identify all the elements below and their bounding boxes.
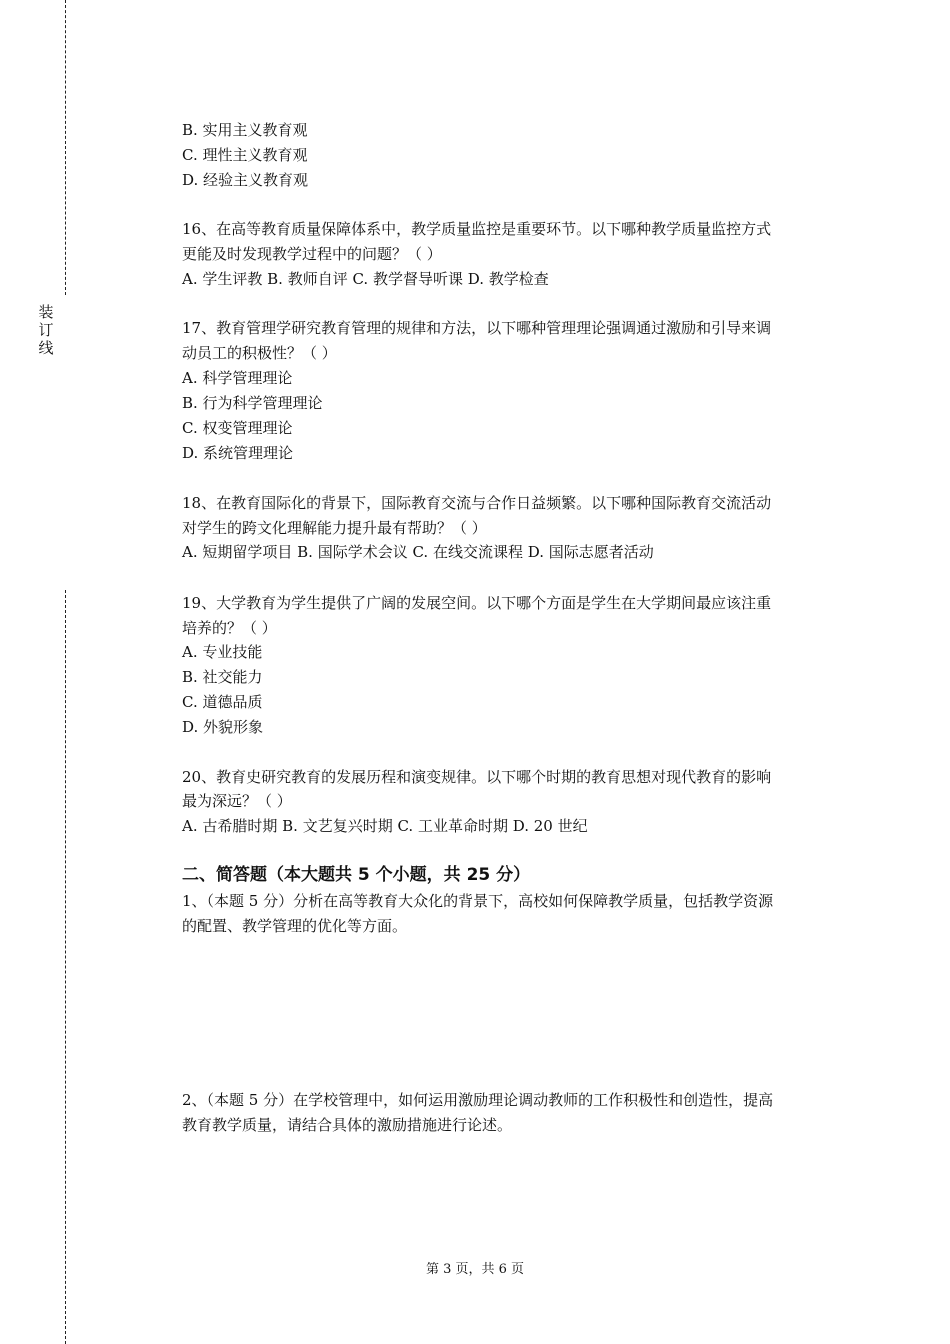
text-line: 16、在高等教育质量保障体系中，教学质量监控是重要环节。以下哪种教学质量监控方式	[182, 220, 772, 238]
text-line: 更能及时发现教学过程中的问题？（ ）	[182, 245, 442, 263]
text-line: A. 短期留学项目 B. 国际学术会议 C. 在线交流课程 D. 国际志愿者活动	[182, 543, 654, 561]
text-line: B. 实用主义教育观	[182, 121, 308, 139]
text-line: 最为深远？（ ）	[182, 792, 292, 810]
text-line: C. 权变管理理论	[182, 419, 293, 437]
section-heading: 二、简答题（本大题共 5 个小题，共 25 分）	[182, 865, 531, 885]
text-line: 17、教育管理学研究教育管理的规律和方法，以下哪种管理理论强调通过激励和引导来调	[182, 319, 772, 337]
text-line: 1、（本题 5 分）分析在高等教育大众化的背景下，高校如何保障教学质量，包括教学资源	[182, 892, 774, 910]
text-line: 培养的？（ ）	[182, 619, 277, 637]
text-line: 动员工的积极性？（ ）	[182, 344, 337, 362]
text-line: C. 道德品质	[182, 693, 263, 711]
text-line: 对学生的跨文化理解能力提升最有帮助？（ ）	[182, 519, 487, 537]
text-line: A. 科学管理理论	[182, 369, 293, 387]
text-line: 18、在教育国际化的背景下，国际教育交流与合作日益频繁。以下哪种国际教育交流活动	[182, 494, 772, 512]
text-line: B. 社交能力	[182, 668, 263, 686]
binding-label: 装订线	[38, 303, 54, 357]
text-line: A. 学生评教 B. 教师自评 C. 教学督导听课 D. 教学检查	[182, 270, 549, 288]
text-line: 教育教学质量，请结合具体的激励措施进行论述。	[182, 1116, 513, 1134]
text-line: A. 古希腊时期 B. 文艺复兴时期 C. 工业革命时期 D. 20 世纪	[182, 817, 588, 835]
text-line: A. 专业技能	[182, 643, 263, 661]
text-line: D. 外貌形象	[182, 718, 264, 736]
binding-line-bottom	[65, 590, 66, 1344]
text-line: 19、大学教育为学生提供了广阔的发展空间。以下哪个方面是学生在大学期间最应该注重	[182, 594, 772, 612]
text-line: D. 经验主义教育观	[182, 171, 309, 189]
text-line: 20、教育史研究教育的发展历程和演变规律。以下哪个时期的教育思想对现代教育的影响	[182, 768, 772, 786]
text-line: D. 系统管理理论	[182, 444, 294, 462]
text-line: 的配置、教学管理的优化等方面。	[182, 917, 408, 935]
text-line: B. 行为科学管理理论	[182, 394, 323, 412]
page-footer: 第 3 页，共 6 页	[425, 1262, 525, 1277]
text-line: 2、（本题 5 分）在学校管理中，如何运用激励理论调动教师的工作积极性和创造性，提高	[182, 1091, 774, 1109]
binding-line-top	[65, 0, 66, 295]
text-line: C. 理性主义教育观	[182, 146, 308, 164]
